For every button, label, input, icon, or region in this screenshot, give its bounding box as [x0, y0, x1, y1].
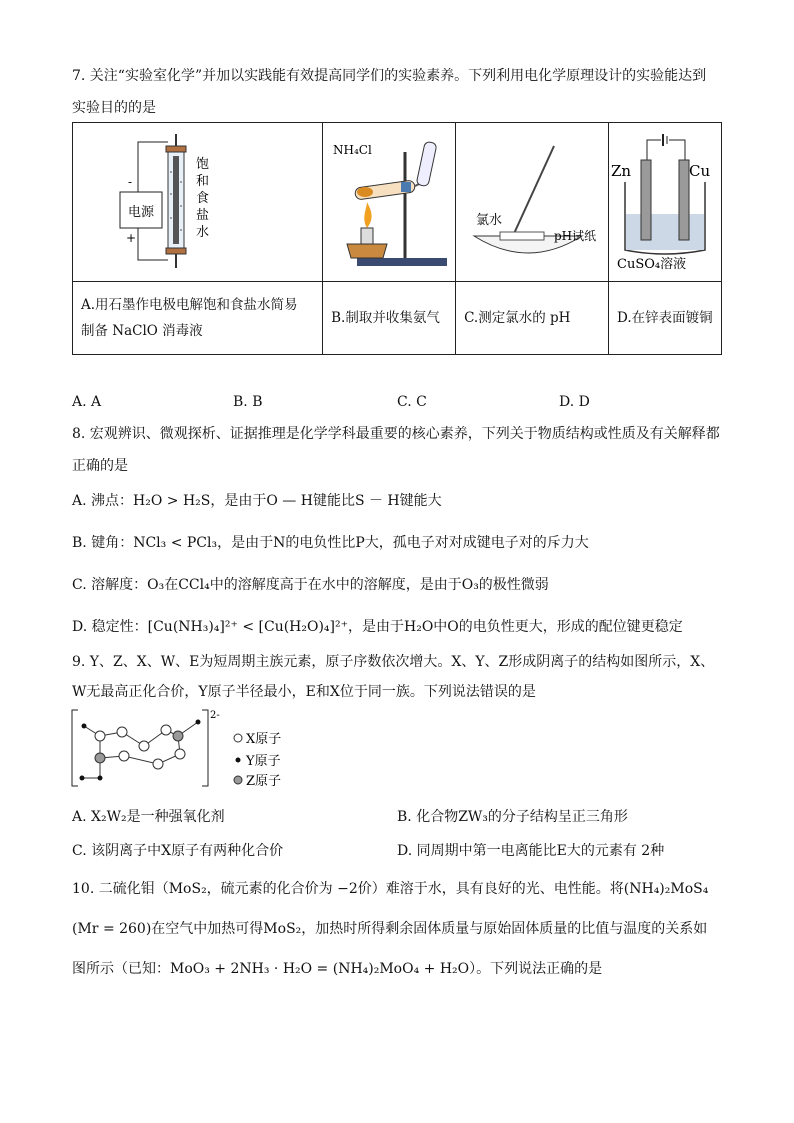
- q8-stem-line2: 正确的是: [72, 458, 128, 474]
- fig-b-cell: [323, 123, 456, 282]
- nh4cl-label: NH₄Cl: [333, 143, 372, 157]
- anion-structure-figure: [70, 706, 310, 790]
- ammonia-apparatus-figure: [327, 132, 451, 272]
- caption-b: B.制取并收集氨气: [323, 282, 456, 355]
- q8-option-c[interactable]: C. 溶解度：O₃在CCl₄中的溶解度高于在水中的溶解度，是由于O₃的极性微弱: [72, 577, 549, 593]
- legend-x-label: X原子: [246, 732, 282, 747]
- q8-stem-line1: 8. 宏观辨识、微观探析、证据推理是化学学科最重要的核心素养，下列关于物质结构或性质及有关解释都: [72, 426, 720, 442]
- zn-label: Zn: [611, 162, 632, 180]
- caption-a-line2: 制备 NaClO 消毒液: [81, 323, 203, 339]
- cuso4-solution-label: CuSO₄溶液: [617, 257, 687, 272]
- q9-option-b[interactable]: B. 化合物ZW₃的分子结构呈正三角形: [397, 809, 628, 825]
- q7-option-b[interactable]: B. B: [233, 394, 263, 410]
- q10-line2: (Mr = 260)在空气中加热可得MoS₂，加热时所得剩余固体质量与原始固体质量的比值与温度的关系如: [72, 921, 708, 937]
- q9-stem-line1: 9. Y、Z、X、W、E为短周期主族元素，原子序数依次增大。X、Y、Z形成阴离子的结构如图所示，X、: [72, 654, 715, 670]
- legend-y-label: Y原子: [246, 754, 281, 769]
- caption-c: C.测定氯水的 pH: [456, 282, 609, 355]
- q7-option-a[interactable]: A. A: [72, 394, 102, 410]
- legend-z-label: Z原子: [246, 774, 282, 789]
- q9-option-c[interactable]: C. 该阴离子中X原子有两种化合价: [72, 843, 284, 859]
- q8-option-a[interactable]: A. 沸点：H₂O > H₂S，是由于O — H键能比S － H键能大: [72, 493, 442, 509]
- legend-x-marker: [234, 734, 242, 742]
- caption-d: D.在锌表面镀铜: [609, 282, 722, 355]
- q10-line1: 10. 二硫化钼（MoS₂，硫元素的化合价为 −2价）难溶于水，具有良好的光、电性能。将(NH₄)₂MoS₄: [72, 881, 709, 897]
- brine-char-1: 饱: [195, 157, 209, 172]
- q9-option-d[interactable]: D. 同周期中第一电离能比E大的元素有 2种: [397, 843, 665, 859]
- legend-y-marker: [236, 758, 241, 763]
- minus-sign: -: [127, 175, 132, 189]
- brine-char-2: 和: [195, 174, 209, 189]
- plus-sign: +: [125, 231, 136, 245]
- caption-a: [73, 282, 323, 355]
- fig-a-cell: [73, 123, 323, 282]
- legend-z-marker: [234, 776, 242, 784]
- q7-stem-line1: 7. 关注“实验室化学”并加以实践能有效提高同学们的实验素养。下列利用电化学原理设计的实验能达到: [72, 68, 707, 84]
- q7-experiment-table: [72, 122, 722, 355]
- brine-char-5: 水: [195, 225, 209, 240]
- q9-stem-line2: W无最高正化合价，Y原子半径最小，E和X位于同一族。下列说法错误的是: [72, 684, 536, 700]
- caption-a-line1: A.用石墨作电极电解饱和食盐水简易: [81, 297, 298, 313]
- fig-c-cell: [456, 123, 609, 282]
- q7-option-d[interactable]: D. D: [559, 394, 590, 410]
- chlorine-water-label: 氯水: [476, 213, 503, 228]
- q8-option-d[interactable]: D. 稳定性：[Cu(NH₃)₄]²⁺ < [Cu(H₂O)₄]²⁺，是由于H₂O中O的电负性更大，形成的配位键更稳定: [72, 619, 683, 635]
- fig-d-cell: [609, 123, 722, 282]
- brine-char-3: 食: [195, 191, 209, 206]
- q7-option-c[interactable]: C. C: [397, 394, 427, 410]
- q9-option-a[interactable]: A. X₂W₂是一种强氧化剂: [72, 809, 225, 825]
- q10-line3: 图所示（已知：MoO₃ + 2NH₃ · H₂O = (NH₄)₂MoO₄ + H₂O）。下列说法正确的是: [72, 961, 603, 977]
- ph-paper-label: pH试纸: [554, 229, 597, 243]
- plating-cell-figure: [609, 132, 721, 272]
- ph-test-figure: [460, 132, 604, 272]
- q7-stem-line2: 实验目的的是: [72, 100, 156, 116]
- charge-label: 2-: [210, 710, 220, 721]
- power-label: 电源: [127, 205, 154, 220]
- electrolysis-apparatus-figure: [118, 132, 278, 272]
- cu-label: Cu: [689, 162, 711, 180]
- brine-char-4: 盐: [195, 208, 209, 223]
- q8-option-b[interactable]: B. 键角：NCl₃ < PCl₃，是由于N的电负性比P大，孤电子对对成键电子对的斥力大: [72, 535, 589, 551]
